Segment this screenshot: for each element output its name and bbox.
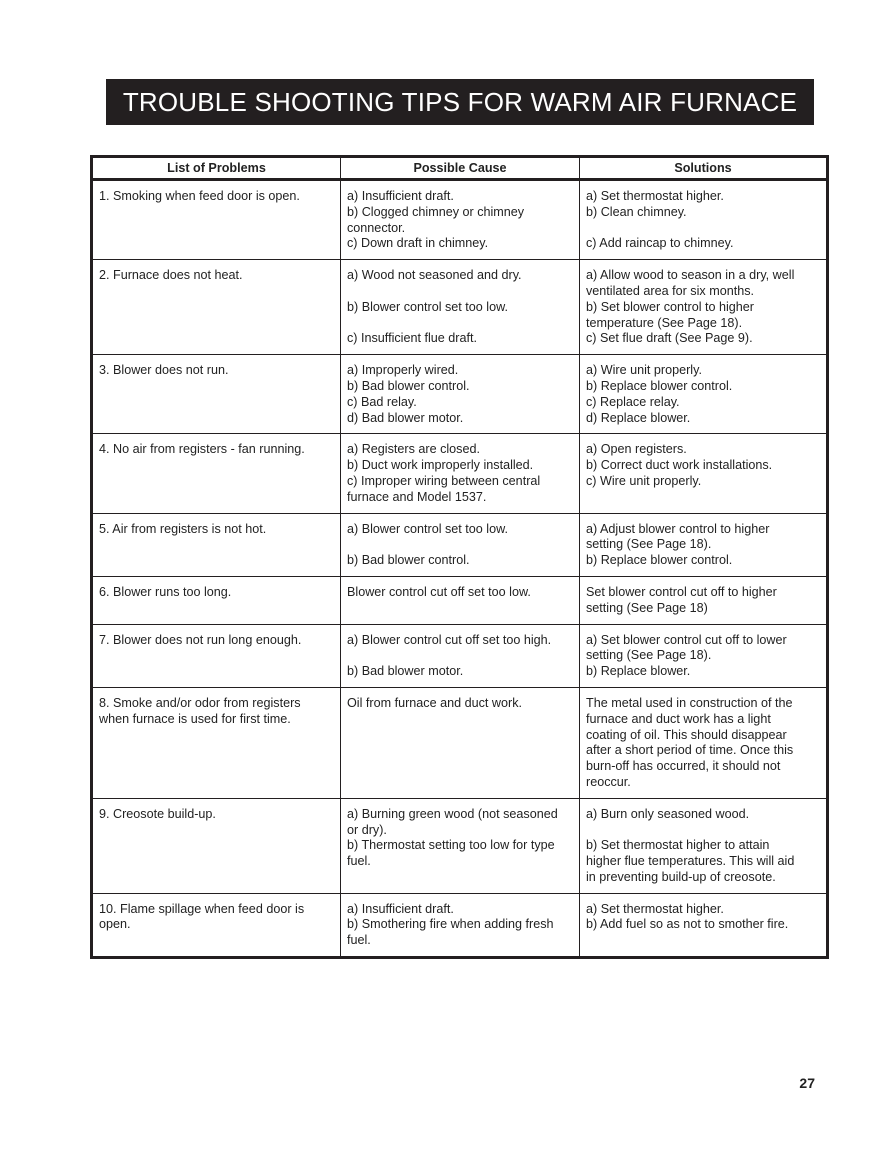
solution-line: b) Set blower control to higher: [586, 299, 755, 314]
solution-line: b) Replace blower control.: [586, 378, 733, 393]
solution-line: [586, 823, 820, 839]
cause-line: b) Duct work improperly installed.: [347, 458, 534, 473]
cause-line: a) Registers are closed.: [347, 442, 480, 457]
cause-cell: [341, 624, 580, 687]
header-problems: List of Problems: [92, 157, 341, 180]
solution-line: burn-off has occurred, it should not: [586, 759, 781, 774]
solution-line: b) Clean chimney.: [586, 204, 687, 219]
cause-line: a) Wood not seasoned and dry.: [347, 268, 522, 283]
solution-line: setting (See Page 18).: [586, 537, 712, 552]
solution-line: setting (See Page 18).: [586, 648, 712, 663]
cause-line: b) Smothering fire when adding fresh: [347, 917, 554, 932]
problem-line: 9. Creosote build-up.: [99, 806, 216, 821]
cause-line: [347, 537, 573, 553]
solution-line: c) Wire unit properly.: [586, 473, 702, 488]
solution-line: coating of oil. This should disappear: [586, 727, 787, 742]
table-row: [92, 576, 828, 624]
problem-cell: [92, 260, 341, 355]
solution-cell: [580, 434, 828, 513]
cause-line: or dry).: [347, 822, 387, 837]
cause-line: a) Blower control cut off set too high.: [347, 632, 552, 647]
table-row: [92, 798, 828, 893]
table-row: [92, 355, 828, 434]
table-row: [92, 624, 828, 687]
solution-line: temperature (See Page 18).: [586, 315, 743, 330]
table-row: [92, 893, 828, 957]
solution-line: a) Allow wood to season in a dry, well: [586, 268, 795, 283]
cause-line: c) Bad relay.: [347, 394, 417, 409]
page-title: [106, 79, 814, 125]
cause-cell: [341, 576, 580, 624]
cause-line: b) Thermostat setting too low for type: [347, 838, 555, 853]
solution-line: a) Adjust blower control to higher: [586, 521, 770, 536]
problem-cell: [92, 513, 341, 576]
solution-line: b) Replace blower.: [586, 664, 691, 679]
cause-line: c) Insufficient flue draft.: [347, 331, 477, 346]
solution-line: a) Burn only seasoned wood.: [586, 806, 750, 821]
problem-line: 7. Blower does not run long enough.: [99, 632, 302, 647]
table-body: [92, 180, 828, 958]
solution-cell: [580, 624, 828, 687]
problem-cell: [92, 624, 341, 687]
solution-cell: [580, 180, 828, 260]
solution-line: [586, 221, 820, 237]
cause-cell: [341, 893, 580, 957]
page-number: 27: [799, 1075, 815, 1091]
cause-line: a) Burning green wood (not seasoned: [347, 806, 558, 821]
header-possible-cause: Possible Cause: [341, 157, 580, 180]
cause-line: a) Improperly wired.: [347, 363, 459, 378]
problem-line: 1. Smoking when feed door is open.: [99, 189, 300, 203]
cause-line: Oil from furnace and duct work.: [347, 695, 522, 710]
table-row: [92, 513, 828, 576]
problem-line: 10. Flame spillage when feed door is: [99, 901, 305, 916]
problem-line: when furnace is used for first time.: [99, 711, 291, 726]
problem-cell: [92, 576, 341, 624]
solution-line: reoccur.: [586, 774, 631, 789]
cause-line: connector.: [347, 220, 406, 235]
cause-cell: [341, 434, 580, 513]
table-row: [92, 260, 828, 355]
solution-line: b) Replace blower control.: [586, 553, 733, 568]
problem-cell: [92, 355, 341, 434]
solution-line: setting (See Page 18): [586, 600, 708, 615]
table-row: [92, 687, 828, 798]
solution-cell: [580, 798, 828, 893]
solution-line: The metal used in construction of the: [586, 695, 793, 710]
problem-line: 3. Blower does not run.: [99, 363, 229, 378]
solution-cell: [580, 513, 828, 576]
solution-line: b) Set thermostat higher to attain: [586, 838, 770, 853]
solution-line: a) Set blower control cut off to lower: [586, 632, 787, 647]
cause-line: [347, 316, 573, 332]
cause-line: fuel.: [347, 933, 371, 948]
solution-line: b) Add fuel so as not to smother fire.: [586, 917, 789, 932]
troubleshooting-table: [90, 155, 829, 959]
problem-cell: [92, 434, 341, 513]
solution-cell: [580, 355, 828, 434]
cause-line: Blower control cut off set too low.: [347, 584, 531, 599]
cause-line: b) Clogged chimney or chimney: [347, 204, 525, 219]
header-solutions: Solutions: [580, 157, 828, 180]
problem-cell: [92, 893, 341, 957]
solution-line: after a short period of time. Once this: [586, 743, 794, 758]
problem-line: 5. Air from registers is not hot.: [99, 521, 267, 536]
solution-line: furnace and duct work has a light: [586, 711, 771, 726]
table-header-row: [92, 157, 828, 180]
solution-line: b) Correct duct work installations.: [586, 458, 773, 473]
problem-line: open.: [99, 917, 131, 932]
cause-cell: [341, 355, 580, 434]
solution-line: a) Set thermostat higher.: [586, 189, 724, 203]
solution-cell: [580, 260, 828, 355]
cause-line: a) Insufficient draft.: [347, 189, 454, 203]
cause-line: c) Down draft in chimney.: [347, 236, 489, 251]
cause-line: b) Bad blower control.: [347, 553, 470, 568]
solution-cell: [580, 576, 828, 624]
cause-line: b) Bad blower motor.: [347, 664, 464, 679]
problem-cell: [92, 687, 341, 798]
cause-cell: [341, 260, 580, 355]
problem-line: 8. Smoke and/or odor from registers: [99, 695, 301, 710]
problem-cell: [92, 798, 341, 893]
cause-line: b) Blower control set too low.: [347, 299, 508, 314]
problem-line: 4. No air from registers - fan running.: [99, 442, 305, 457]
cause-line: d) Bad blower motor.: [347, 410, 464, 425]
cause-line: [347, 284, 573, 300]
cause-line: furnace and Model 1537.: [347, 489, 487, 504]
cause-cell: [341, 513, 580, 576]
cause-line: c) Improper wiring between central: [347, 473, 541, 488]
solution-cell: [580, 893, 828, 957]
problem-line: 6. Blower runs too long.: [99, 584, 232, 599]
cause-cell: [341, 180, 580, 260]
solution-line: a) Set thermostat higher.: [586, 901, 724, 916]
page-title-text: TROUBLE SHOOTING TIPS FOR WARM AIR FURNACE: [122, 86, 798, 117]
cause-line: a) Blower control set too low.: [347, 521, 508, 536]
solution-line: a) Wire unit properly.: [586, 363, 702, 378]
table-row: [92, 180, 828, 260]
solution-line: ventilated area for six months.: [586, 283, 754, 298]
cause-line: [347, 648, 573, 664]
problem-cell: [92, 180, 341, 260]
cause-line: a) Insufficient draft.: [347, 901, 454, 916]
solution-line: c) Add raincap to chimney.: [586, 236, 734, 251]
solution-line: a) Open registers.: [586, 442, 687, 457]
problem-line: 2. Furnace does not heat.: [99, 268, 243, 283]
solution-line: c) Replace relay.: [586, 394, 680, 409]
solution-line: d) Replace blower.: [586, 410, 691, 425]
table-row: [92, 434, 828, 513]
cause-cell: [341, 687, 580, 798]
solution-line: c) Set flue draft (See Page 9).: [586, 331, 753, 346]
solution-cell: [580, 687, 828, 798]
solution-line: in preventing build-up of creosote.: [586, 869, 776, 884]
cause-line: fuel.: [347, 854, 371, 869]
solution-line: Set blower control cut off to higher: [586, 584, 777, 599]
solution-line: higher flue temperatures. This will aid: [586, 854, 795, 869]
cause-cell: [341, 798, 580, 893]
cause-line: b) Bad blower control.: [347, 378, 470, 393]
